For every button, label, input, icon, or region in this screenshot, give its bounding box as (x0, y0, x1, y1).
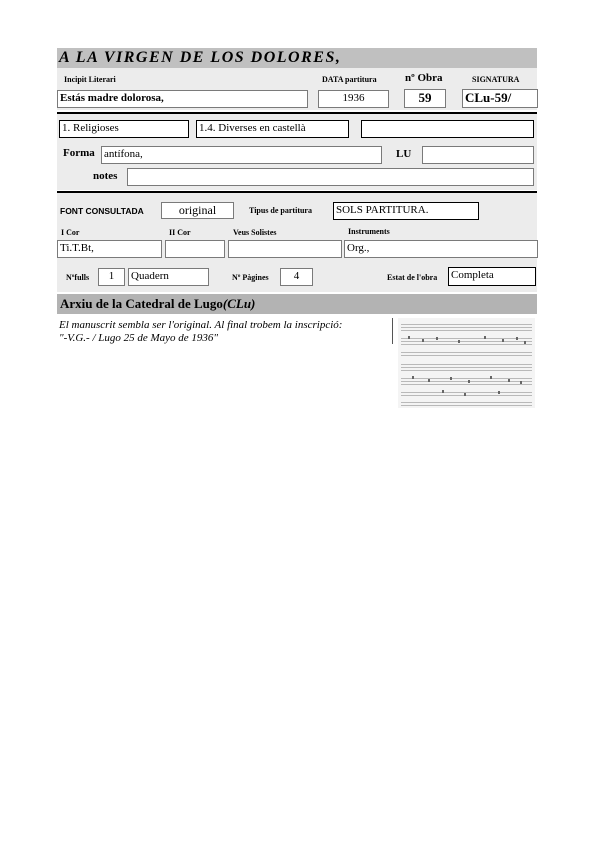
score-thumbnail (398, 318, 535, 408)
notes-label: notes (93, 170, 118, 182)
archive-heading-abbr: (CLu) (222, 296, 256, 311)
category-extra-field[interactable] (361, 120, 534, 138)
incipit-label: Incipit Literari (64, 75, 116, 84)
font-consultada-label: FONT CONSULTADA (60, 206, 144, 216)
tipus-partitura-field[interactable]: SOLS PARTITURA. (333, 202, 479, 220)
ii-cor-label: II Cor (169, 228, 191, 237)
lu-field[interactable] (422, 146, 534, 164)
estat-obra-label: Estat de l'obra (387, 273, 438, 282)
data-partitura-field[interactable]: 1936 (318, 90, 389, 108)
subcategory-field[interactable]: 1.4. Diverses en castellà (196, 120, 349, 138)
lu-label: LU (396, 148, 412, 160)
work-title: A LA VIRGEN DE LOS DOLORES, (57, 48, 537, 68)
n-pagines-field[interactable]: 4 (280, 268, 313, 286)
forma-label: Forma (63, 147, 95, 159)
format-field[interactable]: Quadern (128, 268, 209, 286)
veus-solistes-label: Veus Solistes (233, 228, 277, 237)
instruments-label: Instruments (348, 227, 390, 236)
n-fulls-field[interactable]: 1 (98, 268, 125, 286)
archive-heading (57, 294, 537, 314)
veus-solistes-field[interactable] (228, 240, 342, 258)
instruments-field[interactable]: Org., (344, 240, 538, 258)
n-fulls-label: Nºfulls (66, 273, 90, 282)
archive-note-line-1: El manuscrit sembla ser l'original. Al final trobem la inscripció: (59, 319, 343, 331)
i-cor-label: I Cor (61, 228, 80, 237)
forma-field[interactable]: antífona, (101, 146, 382, 164)
font-consultada-field[interactable]: original (161, 202, 234, 219)
archive-heading-text: Arxiu de la Catedral de Lugo (60, 296, 223, 311)
estat-obra-field[interactable]: Completa (448, 267, 536, 286)
ii-cor-field[interactable] (165, 240, 225, 258)
signatura-label: SIGNATURA (472, 75, 520, 84)
n-obra-label: nº Obra (405, 72, 443, 84)
i-cor-field[interactable]: Ti.T.Bt, (57, 240, 162, 258)
incipit-field[interactable]: Estás madre dolorosa, (57, 90, 308, 108)
archive-note-line-2: "-V.G.- / Lugo 25 de Mayo de 1936" (59, 332, 219, 344)
n-obra-field[interactable]: 59 (404, 89, 446, 108)
notes-separator (392, 318, 393, 344)
data-partitura-label: DATA partitura (322, 75, 377, 84)
signatura-field[interactable]: CLu-59/ (462, 89, 538, 108)
category-field[interactable]: 1. Religioses (59, 120, 189, 138)
tipus-partitura-label: Tipus de partitura (249, 206, 312, 215)
notes-field[interactable] (127, 168, 534, 186)
n-pagines-label: Nº Pàgines (232, 273, 269, 282)
